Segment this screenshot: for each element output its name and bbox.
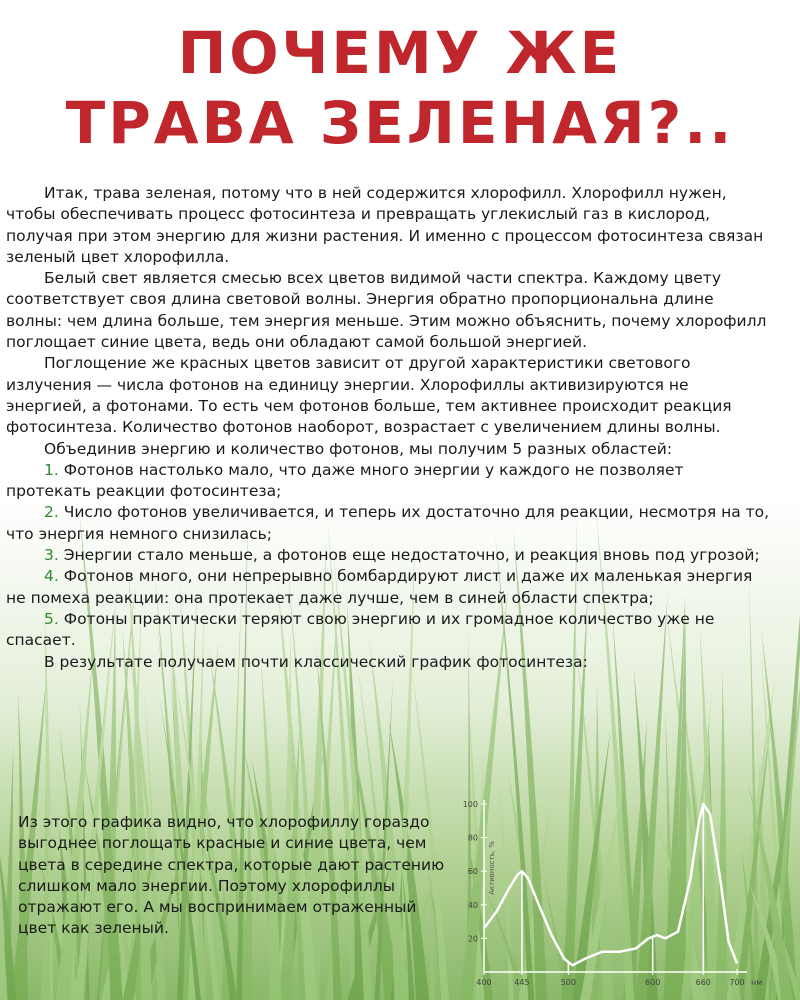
photosynthesis-chart (452, 792, 782, 992)
list-item-text: Фотонов настолько мало, что даже много энергии у каждого не позволяет протекать реакции фотосинтеза; (6, 460, 684, 501)
list-item (6, 502, 770, 545)
list-item-number: 2. (44, 503, 59, 522)
title-line-1: ПОЧЕМУ ЖЕ (177, 19, 623, 87)
list-item-text: Фотоны практически теряют свою энергию и их громадное количество уже не спасает. (6, 609, 715, 650)
chart-explanation-text: Из этого графика видно, что хлорофиллу гораздо выгоднее поглощать красные и синие цвета, чем цвета в середине спектра, которые дают растению слишком мало энергии. Поэтому хлорофиллы отражают его. А мы воспринимаем отраженный цвет как зеленый. (18, 813, 445, 938)
list-item (6, 566, 770, 609)
list-item-number: 3. (44, 546, 59, 565)
x-tick-label: 700 (729, 978, 745, 987)
y-tick-label: 60 (467, 867, 478, 877)
list-item-number: 5. (44, 609, 59, 628)
paragraph: Белый свет является смесью всех цветов видимой части спектра. Каждому цвету соответствует своя длина световой волны. Энергия обратно пропорциональна длине волны: чем длина больше, тем энергия меньше. Этим можно объяснить, почему хлорофилл поглощает синие цвета, ведь они обладают самой большой энергией. (6, 269, 767, 352)
x-tick-label: 600 (645, 978, 661, 987)
x-unit-label: нм (751, 978, 763, 987)
title-line-2: ТРАВА ЗЕЛЕНАЯ?.. (65, 89, 735, 157)
paragraph: Поглощение же красных цветов зависит от другой характеристики светового излучения — числа фотонов на единицу энергии. Хлорофиллы активизируются не энергией, а фотонами. То есть чем фотонов больше, тем активнее происходит реакция фотосинтеза. Количество фотонов наоборот, возрастает с увеличением длины волны. (6, 354, 732, 437)
paragraph: Итак, трава зеленая, потому что в ней содержится хлорофилл. Хлорофилл нужен, чтобы обеспечивать процесс фотосинтеза и превращать углекислый газ в кислород, получая при этом энергию для жизни растения. И именно с процессом фотосинтеза связан зеленый цвет хлорофилла. (6, 184, 764, 266)
paragraph: Объединив энергию и количество фотонов, мы получим 5 разных областей: (44, 439, 673, 458)
list-item-text: Число фотонов увеличивается, и теперь их достаточно для реакции, несмотря на то, что энергия немного снизилась; (6, 503, 770, 543)
list-item-text: Фотонов много, они непрерывно бомбардируют лист и даже их маленькая энергия не помеха реакции: она протекает даже лучше, чем в синей области спектра; (6, 567, 753, 607)
list-item-number: 1. (44, 460, 59, 479)
y-tick-label: 80 (467, 833, 478, 843)
y-tick-label: 40 (467, 900, 478, 910)
list-item (6, 609, 770, 652)
conclusion-text: В результате получаем почти классический график фотосинтеза: (44, 652, 588, 671)
list-item-text: Энергии стало меньше, а фотонов еще недостаточно, и реакция вновь под угрозой; (58, 546, 760, 565)
page-title (0, 18, 800, 158)
y-axis-label: Активность, % (488, 841, 496, 895)
list-item (6, 460, 770, 503)
list-item (6, 545, 770, 566)
list-item-number: 4. (44, 567, 59, 586)
article-body (6, 183, 770, 673)
x-tick-label: 660 (695, 978, 711, 987)
x-tick-label: 400 (476, 978, 492, 987)
y-tick-label: 20 (467, 934, 478, 944)
x-tick-label: 500 (560, 978, 576, 987)
y-tick-label: 100 (462, 800, 478, 809)
x-tick-label: 445 (514, 978, 530, 987)
